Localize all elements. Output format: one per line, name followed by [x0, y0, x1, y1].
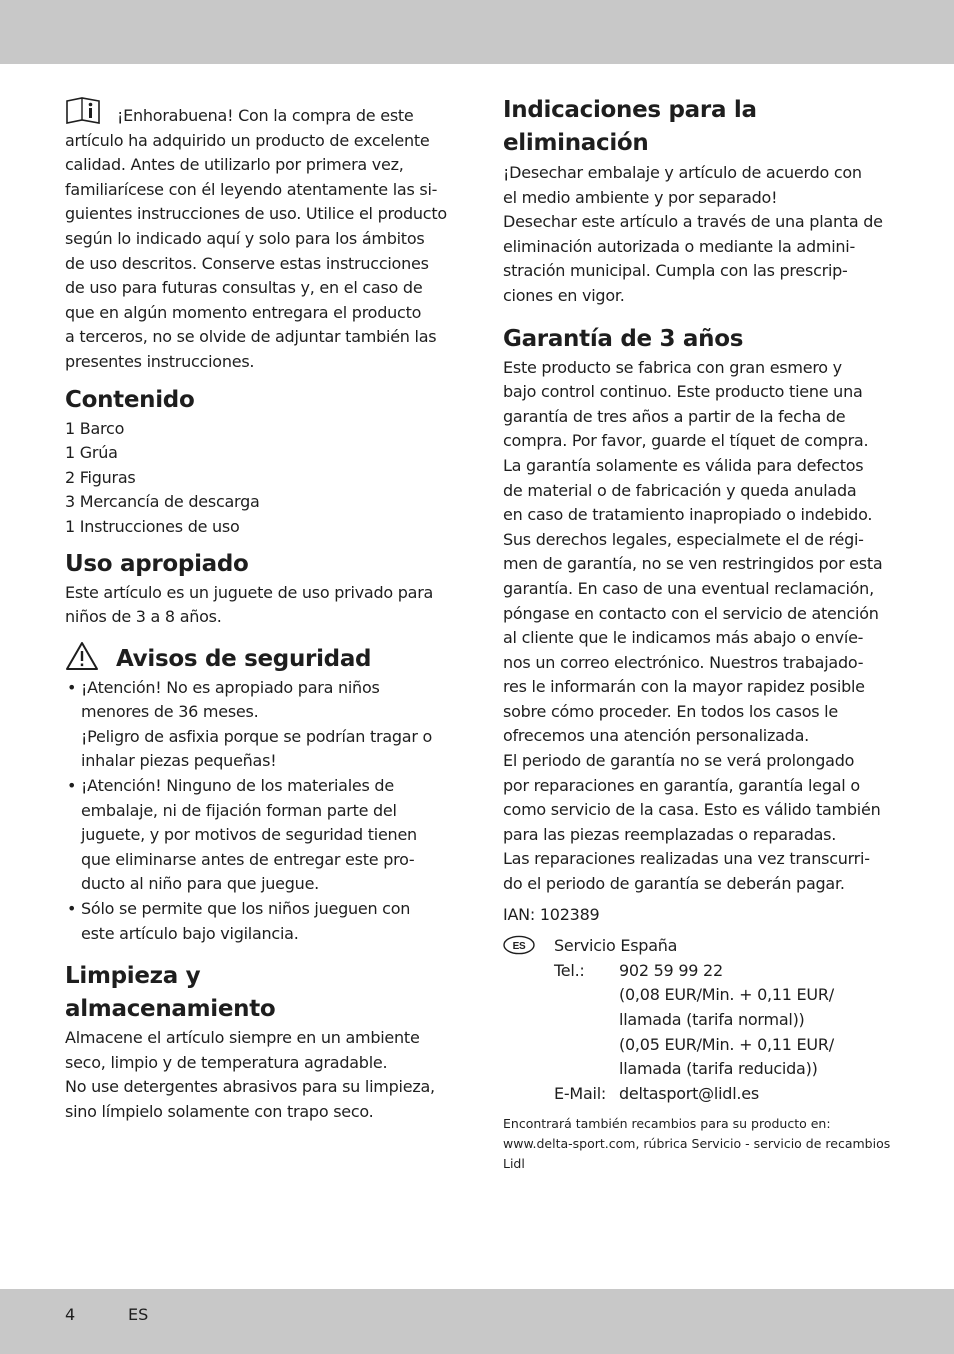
garantia-line: para las piezas reemplazadas o reparadas.	[503, 824, 837, 844]
aviso-line: • ¡Atención! Ninguno de los materiales de	[81, 776, 394, 796]
eliminacion-line: stración municipal. Cumpla con las prescrip-	[503, 261, 848, 281]
eliminacion-line: ¡Desechar embalaje y artículo de acuerdo con	[503, 163, 862, 182]
garantia-paragraph	[503, 356, 893, 897]
garantia-line: garantía. En caso de una eventual reclamación,	[503, 578, 874, 598]
tel-rate-line: (0,08 EUR/Min. + 0,11 EUR/	[619, 985, 834, 1005]
aviso-line: juguete, y por motivos de seguridad tienen	[81, 825, 417, 845]
intro-line: familiarícese con él leyendo atentamente las si-	[65, 179, 438, 199]
aviso-line: que eliminarse antes de entregar este pro-	[81, 849, 415, 869]
contenido-heading: Contenido	[65, 386, 195, 413]
garantia-line: de material o de fabricación y queda anulada	[503, 480, 857, 500]
garantia-line: res le informarán con la mayor rapidez posible	[503, 677, 865, 697]
eliminacion-paragraph	[503, 161, 893, 309]
garantia-line: men de garantía, no se ven restringidos por esta	[503, 554, 883, 574]
recambios-line: www.delta-sport.com, rúbrica Servicio - servicio de recambios	[503, 1135, 891, 1151]
aviso-line: embalaje, ni de fijación forman parte del	[81, 800, 397, 820]
aviso-item	[65, 774, 450, 897]
es-badge-text: ES	[512, 941, 526, 953]
garantia-line: Sus derechos legales, especialmete el de régi-	[503, 529, 864, 549]
uso-heading: Uso apropiado	[65, 550, 249, 577]
service-title: Servicio España	[554, 936, 678, 956]
intro-paragraph	[65, 97, 450, 375]
page-language: ES	[128, 1305, 149, 1324]
tel-label: Tel.:	[554, 960, 585, 980]
garantia-line: al cliente que le indicamos más abajo o envíe-	[503, 628, 864, 648]
garantia-line: Este producto se fabrica con gran esmero y	[503, 357, 842, 377]
garantia-line: por reparaciones en garantía, garantía legal o	[503, 775, 860, 795]
garantia-line: póngase en contacto con el servicio de atención	[503, 603, 879, 623]
country-badge	[503, 935, 535, 963]
intro-line: ¡Enhorabuena! Con la compra de este	[65, 97, 450, 129]
tel-row	[554, 959, 893, 984]
intro-line: de uso para futuras consultas y, en el caso de	[65, 278, 423, 298]
ian-number: IAN: 102389	[503, 904, 600, 924]
avisos-heading	[65, 641, 450, 676]
aviso-item	[65, 676, 450, 774]
avisos-list	[65, 676, 450, 947]
avisos-title: Avisos de seguridad	[116, 645, 372, 672]
contenido-list	[65, 417, 450, 540]
garantia-line: La garantía solamente es válida para defectos	[503, 455, 864, 475]
limpieza-line: Almacene el artículo siempre en un ambiente	[65, 1028, 420, 1048]
tel-rate-row	[554, 983, 893, 1008]
uso-line: niños de 3 a 8 años.	[65, 607, 222, 627]
contenido-item: 1 Grúa	[65, 443, 118, 463]
aviso-line: inhalar piezas pequeñas!	[81, 751, 277, 771]
page-number: 4	[65, 1305, 76, 1324]
garantia-line: como servicio de la casa. Esto es válido también	[503, 800, 881, 820]
contenido-item: 1 Instrucciones de uso	[65, 516, 240, 536]
garantia-line: en caso de tratamiento inapropiado o indebido.	[503, 505, 873, 525]
garantia-line: compra. Por favor, guarde el tíquet de compra.	[503, 431, 869, 451]
tel-rate-row	[554, 1033, 893, 1058]
uso-paragraph	[65, 581, 450, 630]
garantia-line: do el periodo de garantía se deberán pagar.	[503, 874, 845, 894]
garantia-line: nos un correo electrónico. Nuestros trabajado-	[503, 652, 864, 672]
aviso-line: • ¡Atención! No es apropiado para niños	[81, 677, 380, 697]
contenido-item: 1 Barco	[65, 418, 125, 438]
eliminacion-title-line: Indicaciones para la	[503, 97, 757, 123]
intro-line: presentes instrucciones.	[65, 351, 255, 371]
aviso-line: menores de 36 meses.	[81, 702, 259, 722]
recambios-line: Lidl	[503, 1155, 525, 1171]
email-label: E-Mail:	[554, 1083, 607, 1103]
eliminacion-line: ciones en vigor.	[503, 285, 625, 305]
garantia-line: garantía de tres años a partir de la fecha de	[503, 406, 846, 426]
tel-rate-line: (0,05 EUR/Min. + 0,11 EUR/	[619, 1034, 834, 1054]
limpieza-paragraph	[65, 1026, 450, 1124]
recambios-note	[503, 1114, 893, 1173]
uso-line: Este artículo es un juguete de uso privado para	[65, 582, 434, 602]
eliminacion-line: Desechar este artículo a través de una planta de	[503, 212, 883, 232]
service-rows	[554, 934, 893, 1106]
warning-triangle-icon	[65, 641, 99, 671]
es-country-badge-icon	[503, 935, 535, 955]
intro-line: calidad. Antes de utilizarlo por primera vez,	[65, 155, 404, 175]
tel-rate-line: llamada (tarifa normal))	[619, 1010, 805, 1029]
limpieza-line: sino límpielo solamente con trapo seco.	[65, 1102, 374, 1121]
limpieza-line: No use detergentes abrasivos para su limpieza,	[65, 1077, 435, 1097]
limpieza-title-line: Limpieza y	[65, 963, 201, 990]
limpieza-heading	[65, 960, 450, 1026]
aviso-item	[65, 897, 450, 946]
contenido-item: 2 Figuras	[65, 467, 136, 487]
left-column	[65, 94, 450, 1125]
garantia-heading: Garantía de 3 años	[503, 325, 744, 352]
email-value: deltasport@lidl.es	[619, 1083, 759, 1103]
email-row	[554, 1082, 893, 1107]
service-contact	[503, 934, 893, 1106]
eliminacion-line: el medio ambiente y por separado!	[503, 187, 778, 207]
intro-line: a terceros, no se olvide de adjuntar también las	[65, 327, 437, 347]
garantia-line: El periodo de garantía no se verá prolongado	[503, 751, 855, 771]
aviso-line: • Sólo se permite que los niños jueguen con	[81, 899, 411, 919]
tel-rate-row	[554, 1008, 893, 1033]
recambios-line: Encontrará también recambios para su producto en:	[503, 1116, 831, 1132]
limpieza-line: seco, limpio y de temperatura agradable.	[65, 1052, 388, 1072]
intro-line: artículo ha adquirido un producto de excelente	[65, 130, 430, 150]
aviso-line: este artículo bajo vigilancia.	[81, 923, 299, 943]
header-band	[0, 0, 954, 64]
service-title-row	[554, 934, 893, 959]
intro-line: según lo indicado aquí y solo para los ámbitos	[65, 228, 425, 248]
limpieza-title-line: almacenamiento	[65, 996, 276, 1023]
garantia-line: bajo control continuo. Este producto tiene una	[503, 382, 863, 402]
eliminacion-line: eliminación autorizada o mediante la admini-	[503, 236, 855, 256]
aviso-line: ¡Peligro de asfixia porque se podrían tragar o	[81, 726, 433, 746]
intro-line: que en algún momento entregara el producto	[65, 302, 422, 322]
contenido-item: 3 Mercancía de descarga	[65, 492, 260, 512]
tel-rate-line: llamada (tarifa reducida))	[619, 1059, 818, 1079]
aviso-line: ducto al niño para que juegue.	[81, 874, 319, 894]
right-column	[503, 94, 893, 1173]
eliminacion-heading	[503, 94, 893, 160]
info-book-icon	[65, 97, 101, 125]
intro-line: guientes instrucciones de uso. Utilice el producto	[65, 204, 447, 224]
eliminacion-title-line: eliminación	[503, 130, 649, 156]
garantia-line: sobre cómo proceder. En todos los casos le	[503, 701, 838, 721]
tel-value: 902 59 99 22	[619, 960, 723, 980]
intro-line: de uso descritos. Conserve estas instrucciones	[65, 253, 429, 273]
garantia-line: Las reparaciones realizadas una vez transcurri-	[503, 849, 870, 869]
tel-rate-row	[554, 1057, 893, 1082]
garantia-line: ofrecemos una atención personalizada.	[503, 726, 809, 746]
